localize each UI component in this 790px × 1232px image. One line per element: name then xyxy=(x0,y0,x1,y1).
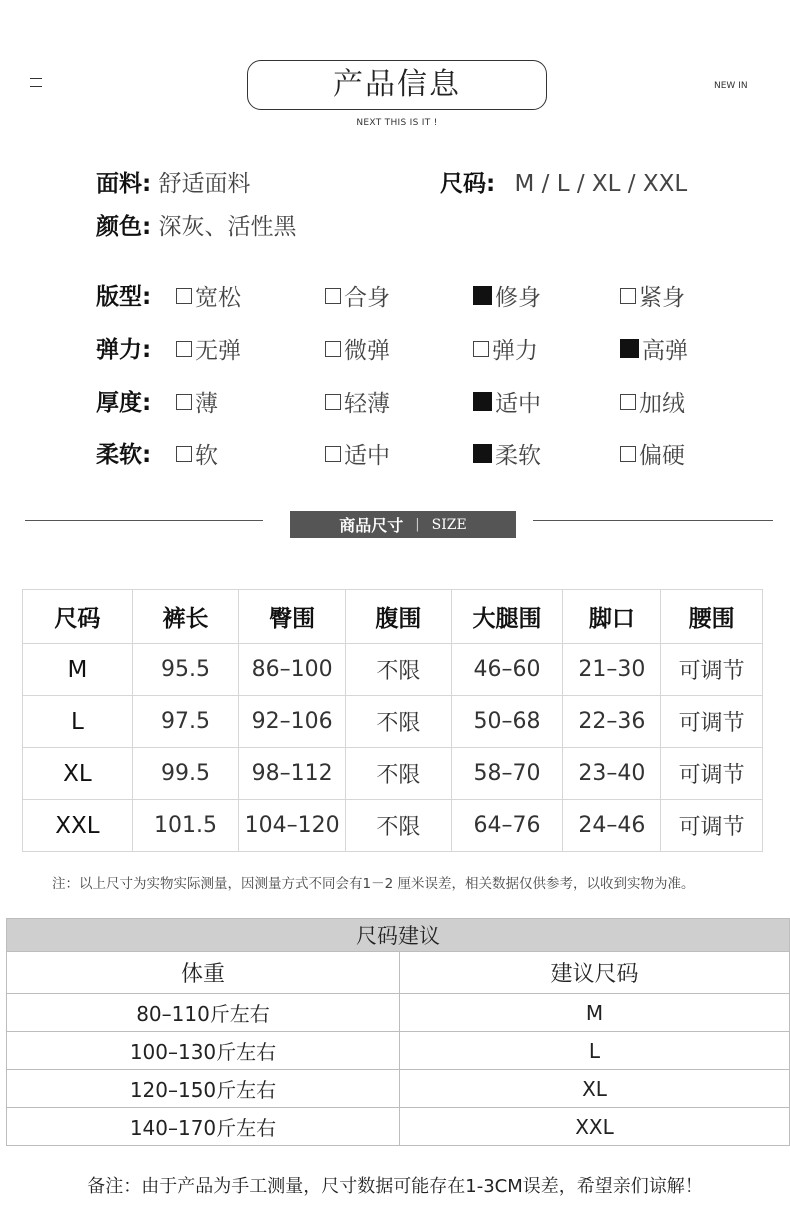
attribute-option-label: 合身 xyxy=(344,285,390,311)
checked-box-icon xyxy=(473,286,492,305)
color-info xyxy=(96,208,297,241)
attribute-option[interactable] xyxy=(176,332,241,365)
attribute-option-label: 弹力 xyxy=(492,338,538,364)
table-cell: 46–60 xyxy=(451,644,563,696)
table-cell: XXL xyxy=(23,800,133,852)
unchecked-box-icon xyxy=(325,446,341,462)
table-cell: 不限 xyxy=(346,644,452,696)
divider-left xyxy=(25,520,263,521)
table-row xyxy=(7,1108,790,1146)
table-cell: 可调节 xyxy=(661,696,763,748)
attribute-option-label: 无弹 xyxy=(195,338,241,364)
attribute-option[interactable] xyxy=(620,385,685,418)
attribute-option-label: 宽松 xyxy=(195,285,241,311)
table-row xyxy=(23,696,763,748)
attribute-label: 弹力: xyxy=(96,337,152,363)
size-table-header-cell: 裤长 xyxy=(132,590,238,644)
attribute-option[interactable] xyxy=(473,437,541,470)
table-cell: 不限 xyxy=(346,696,452,748)
attribute-label: 版型: xyxy=(96,284,152,310)
size-table xyxy=(22,589,763,852)
table-cell: 21–30 xyxy=(563,644,661,696)
attribute-option-label: 适中 xyxy=(495,391,541,417)
attribute-option[interactable] xyxy=(176,279,241,312)
unchecked-box-icon xyxy=(620,288,636,304)
table-cell: 22–36 xyxy=(563,696,661,748)
attribute-option-label: 修身 xyxy=(495,285,541,311)
recommend-table xyxy=(6,918,790,1146)
table-cell: M xyxy=(23,644,133,696)
size-table-header-cell: 腰围 xyxy=(661,590,763,644)
attribute-option[interactable] xyxy=(325,279,390,312)
table-cell: 95.5 xyxy=(132,644,238,696)
table-cell: 98–112 xyxy=(239,748,346,800)
attribute-label: 厚度: xyxy=(96,390,152,416)
table-cell: 140–170斤左右 xyxy=(7,1108,400,1146)
table-cell: XXL xyxy=(400,1108,790,1146)
attribute-option-label: 薄 xyxy=(195,391,218,417)
table-cell: M xyxy=(400,994,790,1032)
new-in-tag: NEW IN xyxy=(714,81,748,91)
measure-note: 注：以上尺寸为实物实际测量，因测量方式不同会有1－2 厘米误差，相关数据仅供参考，以收到实物为准。 xyxy=(52,876,695,892)
size-table-header-cell: 尺码 xyxy=(23,590,133,644)
checked-box-icon xyxy=(473,392,492,411)
size-table-header-cell: 臀围 xyxy=(239,590,346,644)
table-cell: 50–68 xyxy=(451,696,563,748)
table-row xyxy=(7,1070,790,1108)
attribute-option[interactable] xyxy=(620,437,685,470)
divider-right xyxy=(533,520,773,521)
table-cell: 58–70 xyxy=(451,748,563,800)
table-row xyxy=(7,994,790,1032)
table-cell: 120–150斤左右 xyxy=(7,1070,400,1108)
size-table-header-cell: 脚口 xyxy=(563,590,661,644)
fabric-info xyxy=(96,165,251,198)
attribute-option[interactable] xyxy=(473,279,541,312)
page-title: 产品信息 xyxy=(247,60,547,110)
attribute-option-label: 高弹 xyxy=(642,338,688,364)
checked-box-icon xyxy=(473,444,492,463)
page-subtitle: NEXT THIS IS IT ! xyxy=(356,118,438,128)
size-banner xyxy=(290,511,516,538)
table-cell: 86–100 xyxy=(239,644,346,696)
table-cell: 99.5 xyxy=(132,748,238,800)
unchecked-box-icon xyxy=(176,446,192,462)
table-cell: 100–130斤左右 xyxy=(7,1032,400,1070)
unchecked-box-icon xyxy=(325,288,341,304)
table-cell: 23–40 xyxy=(563,748,661,800)
table-cell: 24–46 xyxy=(563,800,661,852)
color-label: 颜色: xyxy=(96,214,152,240)
unchecked-box-icon xyxy=(176,341,192,357)
attribute-option[interactable] xyxy=(620,279,685,312)
attribute-option-label: 加绒 xyxy=(639,391,685,417)
unchecked-box-icon xyxy=(325,341,341,357)
unchecked-box-icon xyxy=(620,446,636,462)
attribute-option-label: 柔软 xyxy=(495,443,541,469)
table-cell: XL xyxy=(400,1070,790,1108)
table-cell: 可调节 xyxy=(661,644,763,696)
attribute-option[interactable] xyxy=(473,385,541,418)
attribute-option[interactable] xyxy=(325,385,390,418)
attribute-option-label: 偏硬 xyxy=(639,443,685,469)
table-cell: 不限 xyxy=(346,748,452,800)
table-cell: 101.5 xyxy=(132,800,238,852)
attribute-label: 柔软: xyxy=(96,442,152,468)
size-table-header xyxy=(23,590,763,644)
table-cell: XL xyxy=(23,748,133,800)
size-value: M / L / XL / XXL xyxy=(514,171,688,197)
size-table-header-cell: 腹围 xyxy=(346,590,452,644)
table-cell: 104–120 xyxy=(239,800,346,852)
table-row xyxy=(23,748,763,800)
attribute-option[interactable] xyxy=(473,332,538,365)
attribute-option-label: 适中 xyxy=(344,443,390,469)
table-cell: 80–110斤左右 xyxy=(7,994,400,1032)
attribute-option[interactable] xyxy=(325,332,390,365)
checked-box-icon xyxy=(620,339,639,358)
table-row xyxy=(7,1032,790,1070)
recommend-header-weight: 体重 xyxy=(7,952,400,994)
color-value: 深灰、活性黑 xyxy=(158,214,297,240)
attribute-option[interactable] xyxy=(620,332,688,365)
table-cell: 可调节 xyxy=(661,748,763,800)
size-info xyxy=(440,165,687,198)
unchecked-box-icon xyxy=(176,288,192,304)
recommend-header-size: 建议尺码 xyxy=(400,952,790,994)
table-cell: 64–76 xyxy=(451,800,563,852)
unchecked-box-icon xyxy=(620,394,636,410)
attribute-option-label: 微弹 xyxy=(344,338,390,364)
attribute-option-label: 软 xyxy=(195,443,218,469)
size-banner-cn: 商品尺寸 xyxy=(339,516,404,535)
recommend-title: 尺码建议 xyxy=(7,919,790,952)
fabric-value: 舒适面料 xyxy=(158,171,251,197)
size-table-header-cell: 大腿围 xyxy=(451,590,563,644)
size-banner-en: SIZE xyxy=(431,516,467,533)
table-row xyxy=(23,800,763,852)
table-cell: 92–106 xyxy=(239,696,346,748)
attribute-option[interactable] xyxy=(325,437,390,470)
menu-icon[interactable] xyxy=(30,78,42,90)
unchecked-box-icon xyxy=(176,394,192,410)
size-banner-separator: | xyxy=(415,517,420,532)
attribute-option-label: 紧身 xyxy=(639,285,685,311)
attribute-option[interactable] xyxy=(176,437,218,470)
attribute-option-label: 轻薄 xyxy=(344,391,390,417)
attribute-option[interactable] xyxy=(176,385,218,418)
table-cell: L xyxy=(23,696,133,748)
table-cell: 可调节 xyxy=(661,800,763,852)
fabric-label: 面料: xyxy=(96,171,152,197)
table-cell: 97.5 xyxy=(132,696,238,748)
size-label: 尺码: xyxy=(440,171,496,197)
table-row xyxy=(23,644,763,696)
unchecked-box-icon xyxy=(325,394,341,410)
unchecked-box-icon xyxy=(473,341,489,357)
table-cell: L xyxy=(400,1032,790,1070)
table-cell: 不限 xyxy=(346,800,452,852)
bottom-note: 备注：由于产品为手工测量，尺寸数据可能存在1-3CM误差，希望亲们谅解！ xyxy=(87,1176,703,1197)
